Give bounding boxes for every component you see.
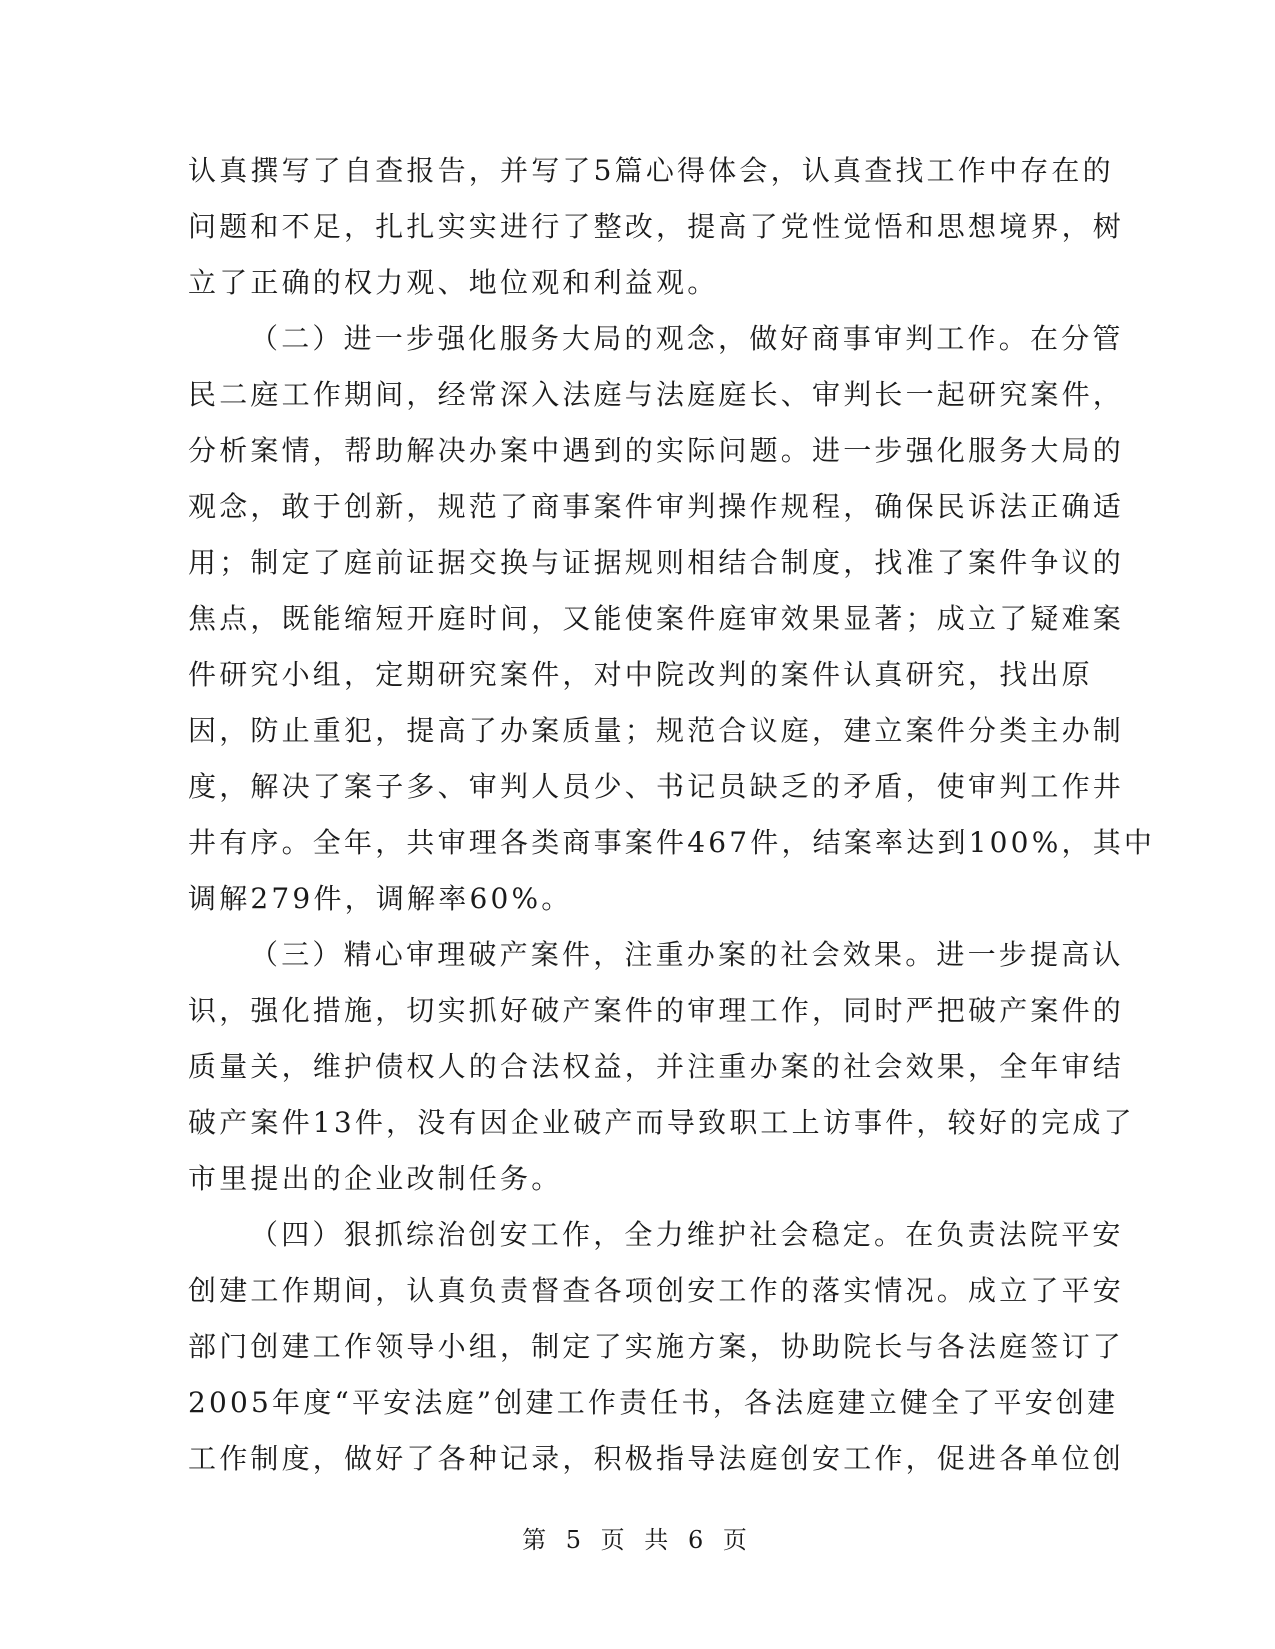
page-number: 第 5 页 共 6 页	[522, 1526, 753, 1554]
text-line: 部门创建工作领导小组，制定了实施方案，协助院长与各法庭签订了	[188, 1330, 1125, 1363]
text-line: 观念，敢于创新，规范了商事案件审判操作规程，确保民诉法正确适	[188, 490, 1125, 523]
text-line: 井有序。全年，共审理各类商事案件467件，结案率达到100%，其中	[188, 826, 1156, 859]
text-line: 焦点，既能缩短开庭时间，又能使案件庭审效果显著；成立了疑难案	[188, 602, 1125, 635]
text-line: （三）精心审理破产案件，注重办案的社会效果。进一步提高认	[250, 938, 1124, 971]
text-line: 民二庭工作期间，经常深入法庭与法庭庭长、审判长一起研究案件，	[188, 378, 1125, 411]
text-line: 创建工作期间，认真负责督查各项创安工作的落实情况。成立了平安	[188, 1274, 1125, 1307]
text-line: 2005年度“平安法庭”创建工作责任书，各法庭建立健全了平安创建	[188, 1386, 1119, 1419]
paragraph-4	[188, 1207, 1125, 1487]
paragraph-2	[188, 311, 1156, 927]
text-line: 认真撰写了自查报告，并写了5篇心得体会，认真查找工作中存在的	[188, 154, 1114, 187]
text-line: 用；制定了庭前证据交换与证据规则相结合制度，找准了案件争议的	[188, 546, 1125, 579]
text-line: 因，防止重犯，提高了办案质量；规范合议庭，建立案件分类主办制	[188, 714, 1125, 747]
text-line: 质量关，维护债权人的合法权益，并注重办案的社会效果，全年审结	[188, 1050, 1125, 1083]
text-line: 调解279件，调解率60%。	[188, 882, 573, 915]
text-line: 问题和不足，扎扎实实进行了整改，提高了党性觉悟和思想境界，树	[188, 210, 1125, 243]
text-line: 立了正确的权力观、地位观和利益观。	[188, 266, 719, 299]
paragraph-1	[188, 143, 1125, 311]
text-line: （二）进一步强化服务大局的观念，做好商事审判工作。在分管	[250, 322, 1124, 355]
document-body	[188, 143, 1156, 1487]
text-line: （四）狠抓综治创安工作，全力维护社会稳定。在负责法院平安	[250, 1218, 1124, 1251]
text-line: 工作制度，做好了各种记录，积极指导法庭创安工作，促进各单位创	[188, 1442, 1125, 1475]
text-line: 分析案情，帮助解决办案中遇到的实际问题。进一步强化服务大局的	[188, 434, 1125, 467]
text-line: 件研究小组，定期研究案件，对中院改判的案件认真研究，找出原	[188, 658, 1093, 691]
text-line: 度，解决了案子多、审判人员少、书记员缺乏的矛盾，使审判工作井	[188, 770, 1125, 803]
text-line: 市里提出的企业改制任务。	[188, 1162, 563, 1195]
text-line: 识，强化措施，切实抓好破产案件的审理工作，同时严把破产案件的	[188, 994, 1125, 1027]
text-line: 破产案件13件，没有因企业破产而导致职工上访事件，较好的完成了	[188, 1106, 1135, 1139]
paragraph-3	[188, 927, 1135, 1207]
